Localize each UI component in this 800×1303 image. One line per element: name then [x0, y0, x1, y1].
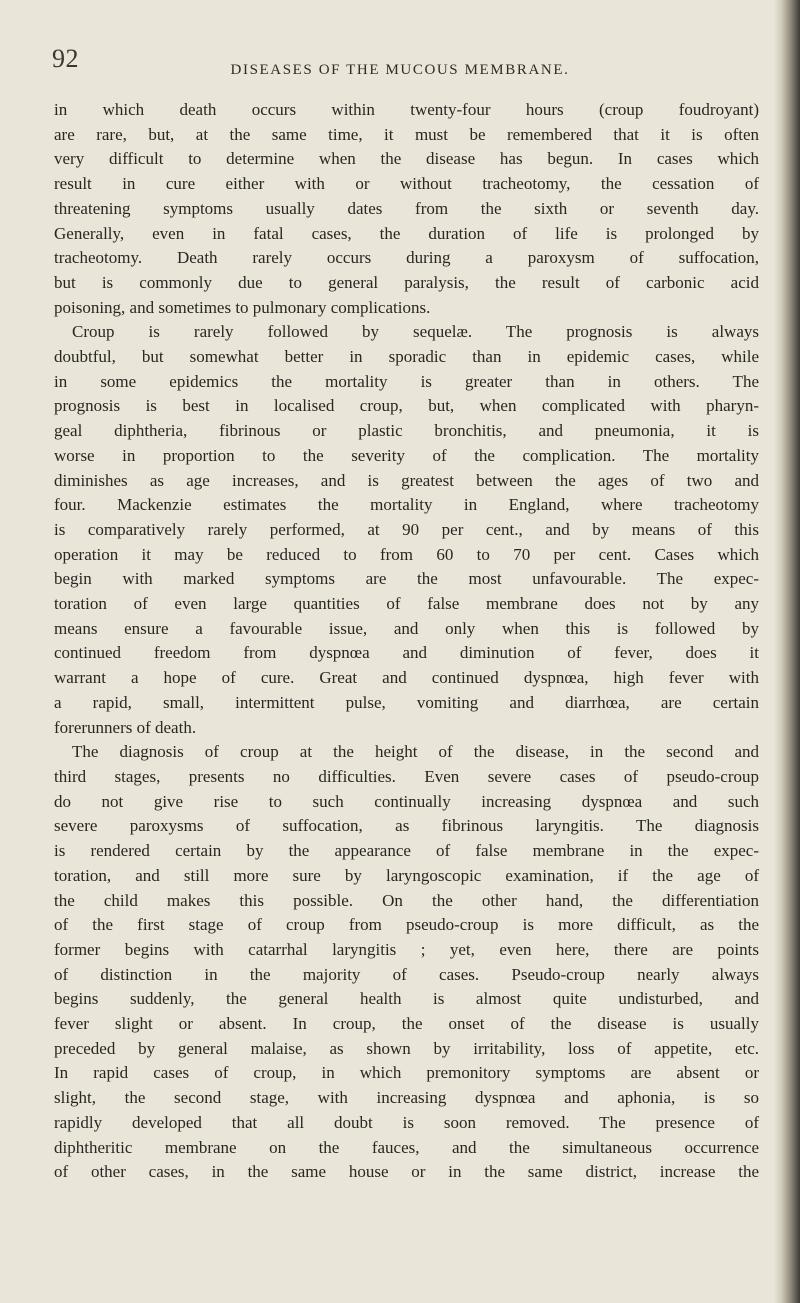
text-line: is rendered certain by the appearance of false membrane in the expec- — [54, 841, 759, 861]
text-line: of distinction in the majority of cases. Pseudo-croup nearly always — [54, 964, 759, 984]
text-line: diphtheritic membrane on the fauces, and the simultaneous occurrence — [54, 1137, 759, 1157]
text-line: geal diphtheria, fibrinous or plastic bronchitis, and pneumonia, it is — [54, 421, 759, 441]
text-line: toration, and still more sure by laryngoscopic examination, if the age of — [54, 865, 759, 885]
text-line: slight, the second stage, with increasing dyspnœa and aphonia, is so — [54, 1088, 759, 1108]
text-line: in which death occurs within twenty-four hours (croup foudroyant) — [54, 100, 759, 119]
text-line: of other cases, in the same house or in the same district, increase the — [54, 1162, 759, 1182]
text-line: Croup is rarely followed by sequelæ. The prognosis is always — [72, 322, 759, 342]
text-line: former begins with catarrhal laryngitis ; yet, even here, there are points — [54, 939, 759, 959]
body-text — [54, 98, 759, 1185]
text-line: continued freedom from dyspnœa and diminution of fever, does it — [54, 643, 759, 663]
text-line: in some epidemics the mortality is greater than in others. The — [54, 371, 759, 391]
text-line: worse in proportion to the severity of the complication. The mortality — [54, 445, 759, 465]
text-line: do not give rise to such continually increasing dyspnœa and such — [54, 791, 759, 811]
text-line: In rapid cases of croup, in which premonitory symptoms are absent or — [54, 1063, 759, 1083]
text-line: Generally, even in fatal cases, the duration of life is prolonged by — [54, 223, 759, 243]
text-line: are rare, but, at the same time, it must be remembered that it is often — [54, 124, 759, 144]
text-line: but is commonly due to general paralysis, the result of carbonic acid — [54, 272, 759, 292]
text-line: operation it may be reduced to from 60 to 70 per cent. Cases which — [54, 544, 759, 564]
text-line: begin with marked symptoms are the most unfavourable. The expec- — [54, 569, 759, 589]
text-line: toration of even large quantities of false membrane does not by any — [54, 594, 759, 614]
text-line: warrant a hope of cure. Great and continued dyspnœa, high fever with — [54, 668, 759, 688]
text-line: rapidly developed that all doubt is soon removed. The presence of — [54, 1112, 759, 1132]
text-line: of the first stage of croup from pseudo-croup is more difficult, as the — [54, 915, 759, 935]
text-line: prognosis is best in localised croup, but, when complicated with pharyn- — [54, 396, 759, 416]
text-line: severe paroxysms of suffocation, as fibrinous laryngitis. The diagnosis — [54, 816, 759, 836]
text-line: is comparatively rarely performed, at 90 per cent., and by means of this — [54, 519, 759, 539]
text-line: The diagnosis of croup at the height of the disease, in the second and — [72, 742, 759, 762]
text-line: third stages, presents no difficulties. Even severe cases of pseudo-croup — [54, 766, 759, 786]
text-line: diminishes as age increases, and is greatest between the ages of two and — [54, 470, 759, 490]
text-line: tracheotomy. Death rarely occurs during a paroxysm of suffocation, — [54, 248, 759, 268]
text-line: threatening symptoms usually dates from the sixth or seventh day. — [54, 198, 759, 218]
text-line: a rapid, small, intermittent pulse, vomiting and diarrhœa, are certain — [54, 692, 759, 712]
text-line: poisoning, and sometimes to pulmonary complications. — [54, 297, 431, 317]
book-spine-shadow — [774, 0, 800, 1303]
text-line: the child makes this possible. On the other hand, the differentiation — [54, 890, 759, 910]
text-line: begins suddenly, the general health is almost quite undisturbed, and — [54, 989, 759, 1009]
text-line: preceded by general malaise, as shown by irritability, loss of appetite, etc. — [54, 1038, 759, 1058]
text-line: very difficult to determine when the disease has begun. In cases which — [54, 149, 759, 169]
text-line: doubtful, but somewhat better in sporadic than in epidemic cases, while — [54, 347, 759, 367]
text-line: result in cure either with or without tracheotomy, the cessation of — [54, 174, 759, 194]
text-line: fever slight or absent. In croup, the onset of the disease is usually — [54, 1014, 759, 1034]
text-line: four. Mackenzie estimates the mortality in England, where tracheotomy — [54, 495, 759, 515]
text-line: forerunners of death. — [54, 717, 197, 737]
page-number: 92 — [52, 44, 79, 73]
text-line: means ensure a favourable issue, and only when this is followed by — [54, 618, 759, 638]
running-head: DISEASES OF THE MUCOUS MEMBRANE. — [230, 62, 570, 78]
